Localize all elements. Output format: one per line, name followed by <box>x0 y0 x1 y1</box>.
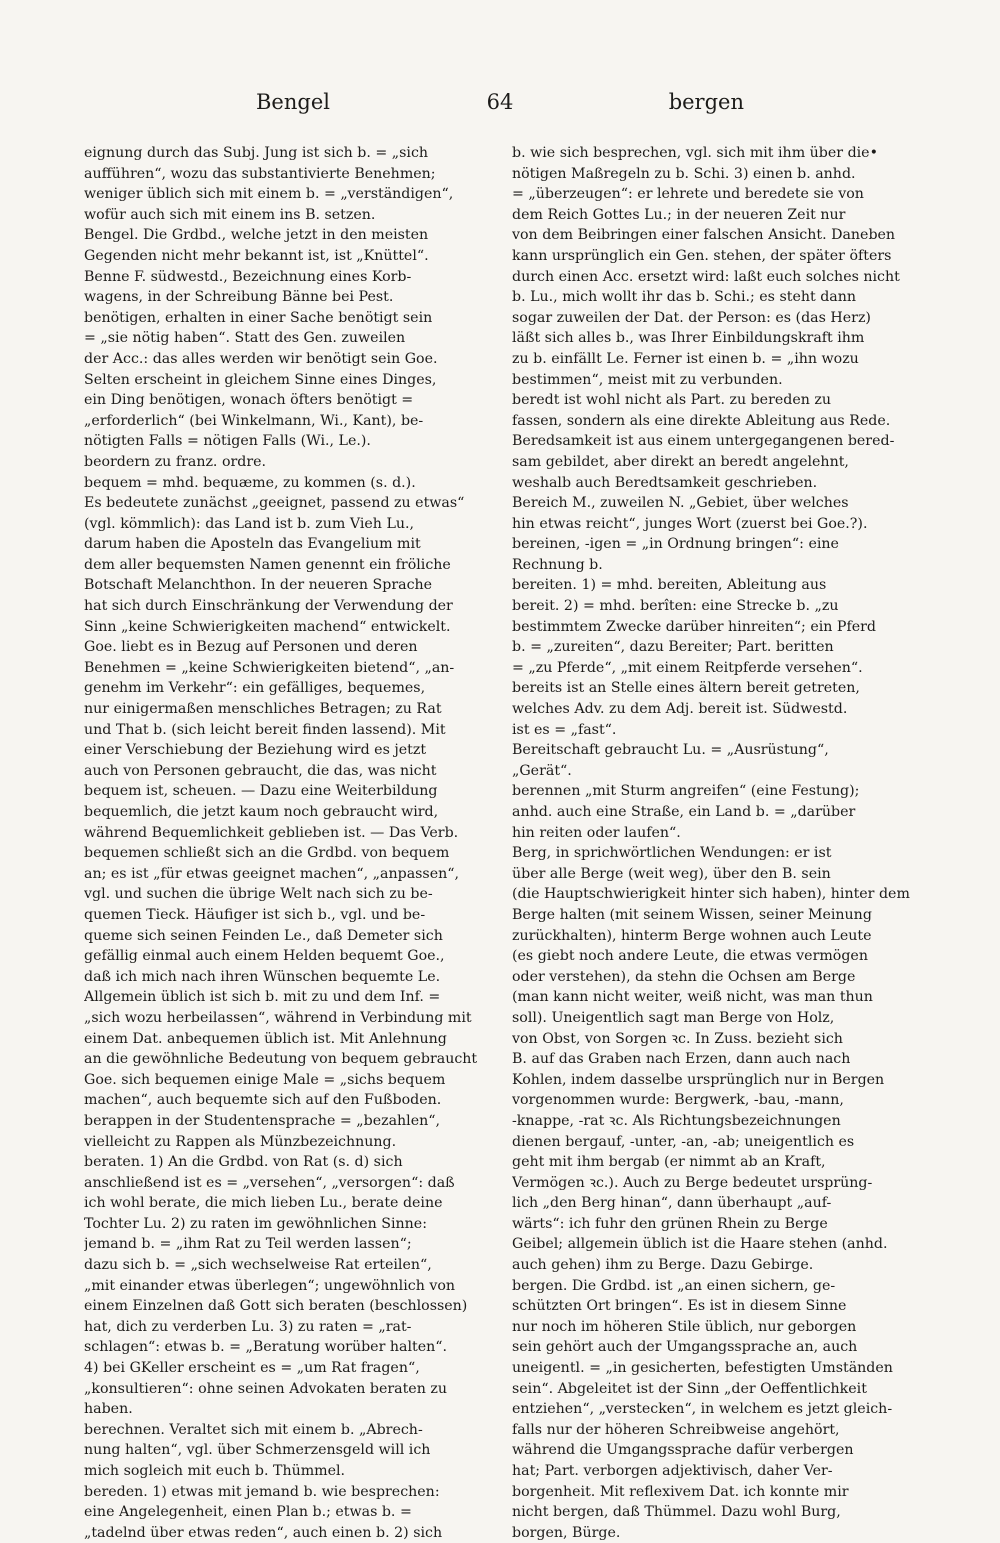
text-line: eignung durch das Subj. Jung ist sich b. = „sich <box>84 145 429 161</box>
text-line: hat sich durch Einschränkung der Verwendung der <box>84 598 453 615</box>
text-line: bereits ist an Stelle eines ältern bereit getreten, <box>512 680 860 697</box>
text-line: uneigentl. = „in gesicherten, befestigten Umständen <box>512 1360 893 1377</box>
text-line: weshalb auch Beredtsamkeit geschrieben. <box>512 474 818 491</box>
text-line: fassen, sondern als eine direkte Ableitung aus Rede. <box>512 412 891 429</box>
text-line: Goe. sich bequemen einige Male = „sichs bequem <box>84 1071 446 1088</box>
text-line: Tochter Lu. 2) zu raten im gewöhnlichen Sinne: <box>84 1215 427 1232</box>
text-line: nur noch im höheren Stile üblich, nur geborgen <box>512 1318 857 1335</box>
text-line: zu b. einfällt Le. Ferner ist einen b. = „ihn wozu <box>512 350 859 367</box>
text-line: beredt ist wohl nicht als Part. zu bereden zu <box>512 392 831 409</box>
text-line: bereinen, -igen = „in Ordnung bringen“: eine <box>512 536 839 553</box>
text-line: B. auf das Graben nach Erzen, dann auch nach <box>512 1051 851 1068</box>
text-line: an; es ist „für etwas geeignet machen“, „anpassen“, <box>84 865 460 882</box>
text-line: sogar zuweilen der Dat. der Person: es (das Herz) <box>512 309 871 326</box>
text-line: auch gehen) ihm zu Berge. Dazu Gebirge. <box>512 1257 814 1274</box>
text-line: sam gebildet, aber direkt an beredt angelehnt, <box>512 453 849 470</box>
text-line: „Gerät“. <box>512 762 572 779</box>
text-line: -knappe, -rat ꝛc. Als Richtungsbezeichnungen <box>512 1112 841 1129</box>
text-line: wärts“: ich fuhr den grünen Rhein zu Berge <box>512 1215 828 1232</box>
text-line: bequemlich, die jetzt kaum noch gebraucht wird, <box>84 804 439 820</box>
text-line: hin etwas reicht“, junges Wort (zuerst bei Goe.?). <box>512 515 868 532</box>
right-column <box>512 143 922 1543</box>
text-line: machen“, auch bequemte sich auf den Fußboden. <box>84 1092 442 1109</box>
text-line: Allgemein üblich ist sich b. mit zu und dem Inf. = <box>84 989 441 1006</box>
text-line: über alle Berge (weit weg), über den B. sein <box>512 865 831 882</box>
text-line: wagens, in der Schreibung Bänne bei Pest. <box>84 289 394 306</box>
text-line: nung halten“, vgl. über Schmerzensgeld will ich <box>84 1442 431 1459</box>
text-line: einem Dat. anbequemen üblich ist. Mit Anlehnung <box>84 1030 447 1047</box>
text-line: schützten Ort bringen“. Es ist in diesem Sinne <box>512 1298 847 1315</box>
text-line: Selten erscheint in gleichem Sinne eines Dinges, <box>84 371 437 388</box>
text-line: Geibel; allgemein üblich ist die Haare stehen (anhd. <box>512 1236 888 1253</box>
text-line: „tadelnd über etwas reden“, auch einen b. 2) sich <box>84 1524 443 1541</box>
header-left-keyword: Bengel <box>256 90 330 114</box>
text-line: nötigten Falls = nötigen Falls (Wi., Le.). <box>84 433 371 450</box>
text-line: während die Umgangssprache dafür verbergen <box>512 1442 854 1459</box>
page-header <box>84 90 914 126</box>
text-line: Berg, in sprichwörtlichen Wendungen: er ist <box>512 845 832 862</box>
text-line: geht mit ihm bergab (er nimmt ab an Kraft, <box>512 1154 826 1171</box>
text-line: sein gehört auch der Umgangssprache an, auch <box>512 1339 858 1356</box>
text-line: der Acc.: das alles werden wir benötigt sein Goe. <box>84 350 438 367</box>
text-line: Gegenden nicht mehr bekannt ist, ist „Knüttel“. <box>84 247 429 264</box>
text-line: dazu sich b. = „sich wechselweise Rat erteilen“, <box>84 1257 432 1274</box>
text-line: darum haben die Apostеln das Evangelium mit <box>84 536 421 553</box>
text-line: bequemen schließt sich an die Grdbd. von bequem <box>84 845 450 862</box>
text-line: nötigen Maßregeln zu b. Schi. 3) einen b. anhd. <box>512 165 856 182</box>
text-line: jemand b. = „ihm Rat zu Teil werden lassen“; <box>84 1236 412 1253</box>
text-line: Botschaft Melanchthon. In der neueren Sprache <box>84 577 433 594</box>
text-line: Beredsamkeit ist aus einem untergegangenen bered- <box>512 433 895 450</box>
text-line: haben. <box>84 1401 133 1418</box>
text-line: zurückhalten), hinterm Berge wohnen auch Leute <box>512 927 872 944</box>
text-line: (vgl. kömmlich): das Land ist b. zum Vieh Lu., <box>84 515 415 532</box>
text-line: gefällig einmal auch einem Helden bequemt Goe., <box>84 948 445 965</box>
text-line: entziehen“, „verstecken“, in welchem es jetzt gleich- <box>512 1401 893 1418</box>
text-line: bereit. 2) = mhd. berîten: eine Strecke b. „zu <box>512 598 839 615</box>
text-line: lich „den Berg hinan“, dann überhaupt „auf- <box>512 1195 832 1212</box>
text-line: hat; Part. verborgen adjektivisch, daher Ver- <box>512 1463 833 1479</box>
text-line: einem Einzelnen daß Gott sich beraten (beschlossen) <box>84 1298 468 1315</box>
text-line: „sich wozu herbeilassen“, während in Verbindung mit <box>84 1009 472 1026</box>
text-line: aufführen“, wozu das substantivierte Benehmen; <box>84 165 436 182</box>
text-line: von Obst, von Sorgen ꝛc. In Zuss. bezieht sich <box>512 1030 843 1047</box>
text-line: berappen in der Studentensprache = „bezahlen“, <box>84 1112 441 1129</box>
text-line: schlagen“: etwas b. = „Beratung worüber halten“. <box>84 1339 447 1356</box>
text-line: dienen bergauf, -unter, -an, -ab; uneigentlich es <box>512 1133 855 1150</box>
text-line: dem Reich Gottes Lu.; in der neueren Zeit nur <box>512 206 846 223</box>
text-line: b. Lu., mich wollt ihr das b. Schi.; es steht dann <box>512 289 857 306</box>
text-line: auch von Personen gebraucht, die das, was nicht <box>84 762 437 779</box>
text-line: eine Angelegenheit, einen Plan b.; etwas b. = <box>84 1504 412 1521</box>
text-line: anhd. auch eine Straße, ein Land b. = „darüber <box>512 804 856 820</box>
text-line: 4) bei GKeller erscheint es = „um Rat fragen“, <box>84 1360 420 1377</box>
text-line: „erforderlich“ (bei Winkelmann, Wi., Kant), be- <box>84 412 424 429</box>
page-number: 64 <box>486 90 514 114</box>
text-line: Bengel. Die Grdbd., welche jetzt in den meisten <box>84 227 429 244</box>
text-line: Bereich M., zuweilen N. „Gebiet, über welches <box>512 495 849 512</box>
text-line: genehm im Verkehr“: ein gefälliges, bequemes, <box>84 680 426 697</box>
text-line: berechnen. Veraltet sich mit einem b. „Abrech- <box>84 1421 423 1438</box>
text-line: b. wie sich besprechen, vgl. sich mit ihm über die• <box>512 145 878 161</box>
text-line: einer Verschiebung der Beziehung wird es jetzt <box>84 742 427 759</box>
text-line: während Bequemlichkeit geblieben ist. — Das Verb. <box>84 824 459 841</box>
text-line: = „sie nötig haben“. Statt des Gen. zuweilen <box>84 330 406 347</box>
text-line: bequem = mhd. bequæme, zu kommen (s. d.). <box>84 474 416 491</box>
header-right-keyword: bergen <box>668 90 744 114</box>
text-line: borgen, Bürge. <box>512 1524 621 1541</box>
text-line: falls nur der höheren Schreibweise angehört, <box>512 1421 840 1438</box>
text-line: bereiten. 1) = mhd. bereiten, Ableitung aus <box>512 577 827 594</box>
text-line: ich wohl berate, die mich lieben Lu., berate deine <box>84 1195 443 1212</box>
text-line: vielleicht zu Rappen als Münzbezeichnung. <box>84 1133 397 1150</box>
text-line: Goe. liebt es in Bezug auf Personen und deren <box>84 639 418 656</box>
text-line: an die gewöhnliche Bedeutung von bequem gebraucht <box>84 1051 478 1068</box>
text-line: Berge halten (mit seinem Wissen, seiner Meinung <box>512 906 872 923</box>
text-line: mich sogleich mit euch b. Thümmel. <box>84 1463 346 1479</box>
text-line: durch einen Acc. ersetzt wird: laßt euch solches nicht <box>512 268 900 285</box>
text-line: vorgenommen wurde: Bergwerk, -bau, -mann, <box>512 1092 844 1109</box>
text-line: daß ich mich nach ihren Wünschen bequemte Le. <box>84 968 441 985</box>
text-line: oder verstehen), da stehn die Ochsen am Berge <box>512 968 856 985</box>
text-line: Benehmen = „keine Schwierigkeiten bietend“, „an- <box>84 659 455 676</box>
text-line: hat, dich zu verderben Lu. 3) zu raten = „rat- <box>84 1318 412 1335</box>
text-line: ist es = „fast“. <box>512 721 617 738</box>
text-line: bestimmen“, meist mit zu verbunden. <box>512 371 783 388</box>
text-line: bereden. 1) etwas mit jemand b. wie besprechen: <box>84 1483 440 1500</box>
text-line: Kohlen, indem dasselbe ursprünglich nur in Bergen <box>512 1071 885 1088</box>
text-line: Benne F. südwestd., Bezeichnung eines Korb- <box>84 268 412 285</box>
text-line: ein Ding benötigen, wonach öfters benötigt = <box>84 392 414 409</box>
text-line: bestimmtem Zwecke darüber hinreiten“; ein Pferd <box>512 618 876 635</box>
text-line: und That b. (sich leicht bereit finden lassend). Mit <box>84 721 446 738</box>
text-line: anschließend ist es = „versehen“, „versorgen“: daß <box>84 1174 455 1191</box>
text-line: bergen. Die Grdbd. ist „an einen sichern, ge- <box>512 1277 836 1294</box>
text-line: bequem ist, scheuen. — Dazu eine Weiterbildung <box>84 783 438 800</box>
text-line: Bereitschaft gebraucht Lu. = „Ausrüstung“, <box>512 742 829 759</box>
text-line: berennen „mit Sturm angreifen“ (eine Festung); <box>512 783 860 800</box>
left-column <box>84 143 494 1543</box>
text-line: beordern zu franz. ordre. <box>84 453 267 470</box>
text-line: nicht bergen, daß Thümmel. Dazu wohl Burg, <box>512 1504 841 1521</box>
text-line: borgenheit. Mit reflexivem Dat. ich konnte mir <box>512 1483 849 1500</box>
text-line: Es bedeutete zunächst „geeignet, passend zu etwas“ <box>84 495 465 512</box>
text-line: benötigen, erhalten in einer Sache benötigt sein <box>84 309 433 326</box>
text-line: von dem Beibringen einer falschen Ansicht. Daneben <box>512 227 896 244</box>
text-line: = „zu Pferde“, „mit einem Reitpferde versehen“. <box>512 659 863 676</box>
text-line: vgl. und suchen die übrige Welt nach sich zu be- <box>84 886 433 903</box>
text-line: b. = „zureiten“, dazu Bereiter; Part. beritten <box>512 639 834 656</box>
text-line: nur einigermaßen menschliches Betragen; zu Rat <box>84 701 442 718</box>
text-line: „mit einander etwas überlegen“; ungewöhnlich von <box>84 1277 456 1294</box>
text-line: soll). Uneigentlich sagt man Berge von Holz, <box>512 1009 835 1026</box>
text-line: weniger üblich sich mit einem b. = „verständigen“, <box>84 186 454 203</box>
text-line: queme sich seinen Feinden Le., daß Demeter sich <box>84 927 443 944</box>
text-line: läßt sich alles b., was Ihrer Einbildungskraft ihm <box>512 330 865 347</box>
text-line: wofür auch sich mit einem ins B. setzen. <box>84 206 376 223</box>
text-line: (es giebt noch andere Leute, die etwas vermögen <box>512 948 868 965</box>
text-line: quemen Tieck. Häufiger ist sich b., vgl. und be- <box>84 906 426 923</box>
text-line: Sinn „keine Schwierigkeiten machend“ entwickelt. <box>84 618 451 635</box>
text-line: (man kann nicht weiter, weiß nicht, was man thun <box>512 989 873 1006</box>
text-line: kann ursprünglich ein Gen. stehen, der später öfters <box>512 247 892 264</box>
text-line: hin reiten oder laufen“. <box>512 824 681 841</box>
text-line: = „überzeugen“: er lehrete und beredete sie von <box>512 186 864 203</box>
text-line: „konsultieren“: ohne seinen Advokaten beraten zu <box>84 1380 447 1397</box>
text-line: beraten. 1) An die Grdbd. von Rat (s. d) sich <box>84 1154 403 1171</box>
text-line: Rechnung b. <box>512 556 603 573</box>
text-line: (die Hauptschwierigkeit hinter sich haben), hinter dem <box>512 886 910 903</box>
text-line: welches Adv. zu dem Adj. bereit ist. Südwestd. <box>512 701 848 718</box>
text-line: Vermögen ꝛc.). Auch zu Berge bedeutet ursprüng- <box>512 1174 873 1191</box>
text-line: sein“. Abgeleitet ist der Sinn „der Oeffentlichkeit <box>512 1380 867 1397</box>
text-line: dem aller bequemsten Namen genennt ein fröliche <box>84 556 451 573</box>
